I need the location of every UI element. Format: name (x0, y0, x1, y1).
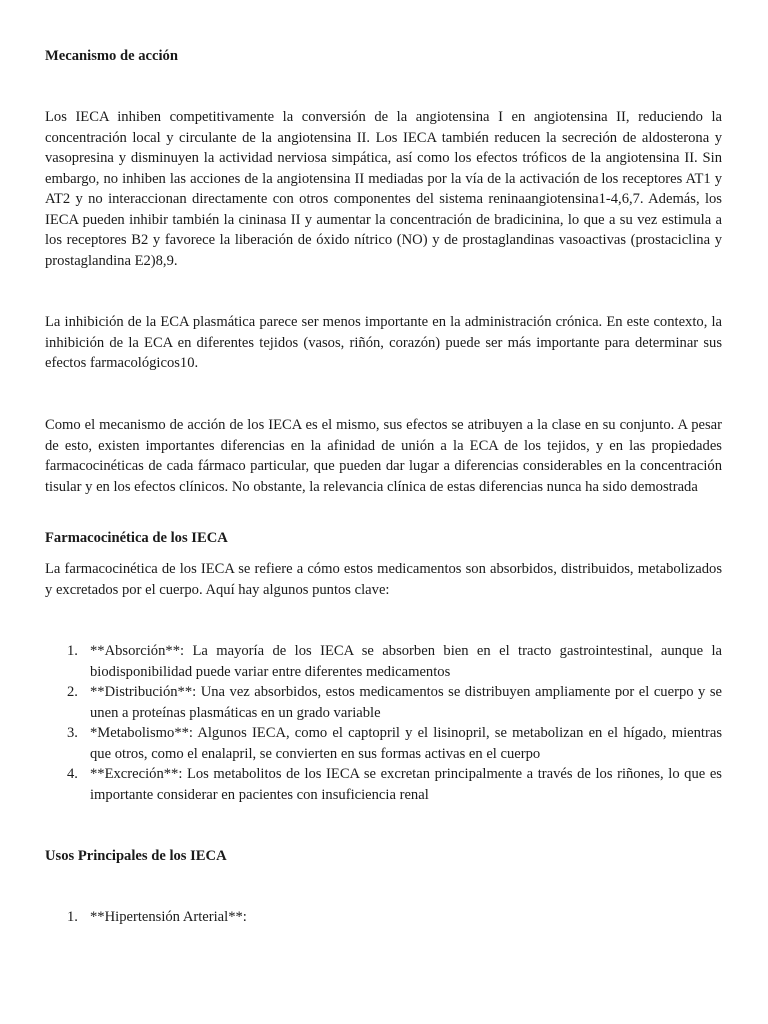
paragraph-mecanismo-3: Como el mecanismo de acción de los IECA es el mismo, sus efectos se atribuyen a la clase en su conjunto. A pesar de esto, existen importantes diferencias en la afinidad de unión a la ECA de los tejidos, y en las propiedades farmacocinéticas de cada fármaco particular, que pueden dar lugar a diferencias considerables en la concentración tisular y en los efectos clínicos. No obstante, la relevancia clínica de estas diferencias nunca ha sido demostrada (45, 417, 722, 495)
list-item-number: 1. (67, 909, 78, 925)
section-heading-mecanismo: Mecanismo de acción (45, 48, 178, 64)
list-item-text: **Absorción**: La mayoría de los IECA se absorben bien en el tracto gastrointestinal, aunque la biodisponibilidad puede variar entre diferentes medicamentos (90, 643, 722, 680)
list-item (67, 764, 722, 805)
list-item-number: 3. (67, 725, 78, 741)
paragraph-mecanismo-1: Los IECA inhiben competitivamente la conversión de la angiotensina I en angiotensina II, reduciendo la concentración local y circulante de la angiotensina II. Los IECA también reducen la secreción de aldosterona y vasopresina y disminuyen la actividad nerviosa simpática, así como los efectos tróficos de la angiotensina II. Sin embargo, no inhiben las acciones de la angiotensina II mediadas por la vía de la activación de los receptores AT1 y AT2 y no interaccionan directamente con otros componentes del sistema reninaangiotensina1-4,6,7. Además, los IECA pueden inhibir también la cininasa II y aumentar la concentración de bradicinina, lo que a su vez estimula a los receptores B2 y favorece la liberación de óxido nítrico (NO) y de prostaglandinas vasoactivas (prostaciclina y prostaglandina E2)8,9. (45, 109, 722, 269)
list-item-text: **Distribución**: Una vez absorbidos, estos medicamentos se distribuyen ampliamente por el cuerpo y se unen a proteínas plasmáticas en un grado variable (90, 684, 722, 721)
list-item-text: **Hipertensión Arterial**: (90, 909, 247, 925)
list-item (67, 907, 722, 928)
list-item-text: **Excreción**: Los metabolitos de los IECA se excretan principalmente a través de los riñones, lo que es importante considerar en pacientes con insuficiencia renal (90, 766, 722, 803)
farmacocinetica-list (45, 641, 722, 805)
paragraph-mecanismo-2: La inhibición de la ECA plasmática parece ser menos importante en la administración crónica. En este contexto, la inhibición de la ECA en diferentes tejidos (vasos, riñón, corazón) puede ser más importante para determinar sus efectos farmacológicos10. (45, 314, 722, 371)
list-item (67, 682, 722, 723)
paragraph-farmacocinetica-intro: La farmacocinética de los IECA se refiere a cómo estos medicamentos son absorbidos, distribuidos, metabolizados y excretados por el cuerpo. Aquí hay algunos puntos clave: (45, 561, 722, 598)
list-item-number: 4. (67, 766, 78, 782)
section-heading-farmacocinetica: Farmacocinética de los IECA (45, 530, 228, 546)
section-heading-usos: Usos Principales de los IECA (45, 848, 227, 864)
list-item-number: 1. (67, 643, 78, 659)
list-item-number: 2. (67, 684, 78, 700)
usos-list (45, 907, 722, 928)
list-item (67, 641, 722, 682)
list-item (67, 723, 722, 764)
list-item-text: *Metabolismo**: Algunos IECA, como el captopril y el lisinopril, se metabolizan en el hígado, mientras que otros, como el enalapril, se convierten en sus formas activas en el cuerpo (90, 725, 722, 762)
